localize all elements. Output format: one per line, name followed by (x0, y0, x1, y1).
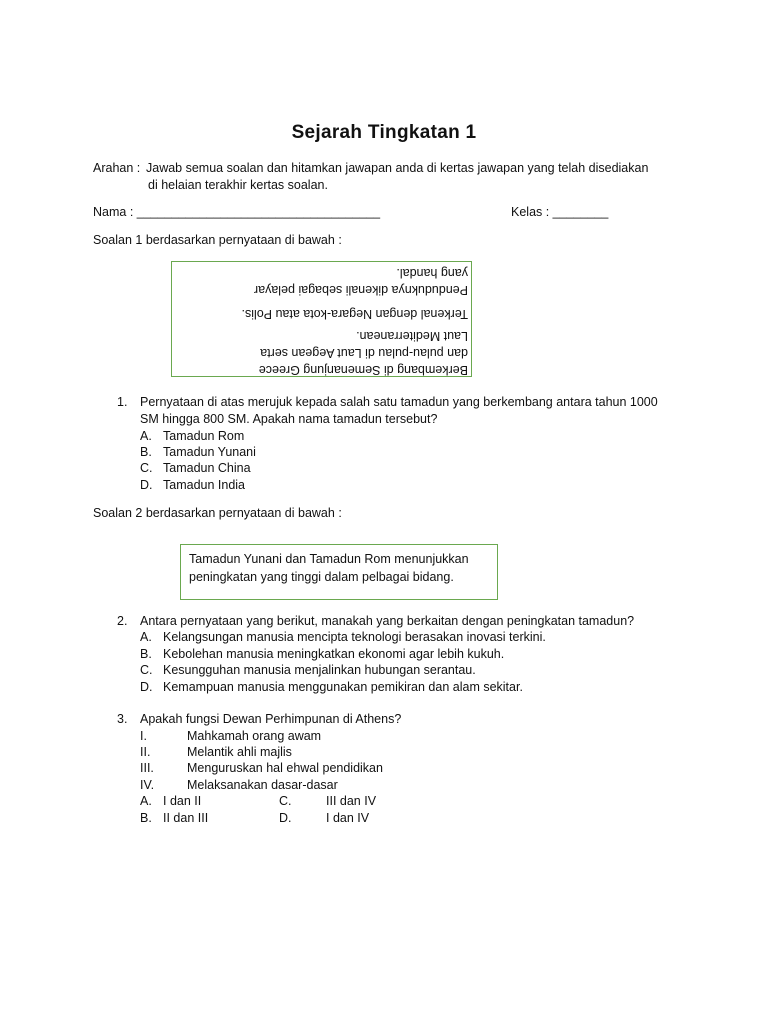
q2-option-a[interactable]: Kelangsungan manusia mencipta teknologi berasakan inovasi terkini. (163, 630, 546, 644)
q1-option-b[interactable]: Tamadun Yunani (163, 445, 256, 459)
q3-text: Apakah fungsi Dewan Perhimpunan di Athens? (140, 712, 402, 726)
instructions-line-1: Jawab semua soalan dan hitamkan jawapan anda di kertas jawapan yang telah disediakan (146, 161, 649, 175)
q3-item-roman: I. (140, 729, 147, 743)
q3-item-roman: IV. (140, 778, 155, 792)
stimulus-2-box (180, 544, 498, 600)
q2-option-letter: B. (140, 647, 152, 661)
q1-option-a[interactable]: Tamadun Rom (163, 429, 245, 443)
q1-option-letter: D. (140, 478, 153, 492)
q2-option-d[interactable]: Kemampuan manusia menggunakan pemikiran dan alam sekitar. (163, 680, 523, 694)
stimulus-1-line: dan pulau-pulau di Laut Aegean serta (260, 346, 468, 360)
q2-text: Antara pernyataan yang berikut, manakah yang berkaitan dengan peningkatan tamadun? (140, 614, 635, 628)
q1-text-line-2: SM hingga 800 SM. Apakah nama tamadun tersebut? (140, 412, 438, 426)
q3-option-letter: A. (140, 794, 152, 808)
stimulus-2-intro: Soalan 2 berdasarkan pernyataan di bawah : (93, 506, 342, 520)
instructions-line-2: di helaian terakhir kertas soalan. (148, 178, 328, 192)
q2-option-letter: A. (140, 630, 152, 644)
stimulus-2-line-2: peningkatan yang tinggi dalam pelbagai bidang. (189, 570, 454, 584)
q2-option-letter: D. (140, 680, 153, 694)
q3-number: 3. (117, 712, 128, 726)
q3-item-iii: Menguruskan hal ehwal pendidikan (187, 761, 383, 775)
q1-option-letter: C. (140, 461, 153, 475)
q2-number: 2. (117, 614, 128, 628)
class-field[interactable]: Kelas : ________ (511, 205, 609, 219)
q2-option-letter: C. (140, 663, 153, 677)
stimulus-2-line-1: Tamadun Yunani dan Tamadun Rom menunjukkan (189, 552, 469, 566)
q1-number: 1. (117, 395, 128, 409)
q3-option-c[interactable]: III dan IV (326, 794, 377, 808)
stimulus-1-intro: Soalan 1 berdasarkan pernyataan di bawah : (93, 233, 342, 247)
q1-option-d[interactable]: Tamadun India (163, 478, 246, 492)
page-title: Sejarah Tingkatan 1 (291, 122, 477, 143)
q3-item-i: Mahkamah orang awam (187, 729, 322, 743)
q1-option-letter: B. (140, 445, 152, 459)
q3-option-b[interactable]: II dan III (163, 811, 209, 825)
stimulus-1-line: Berkembang di Semenanjung Greece (258, 363, 468, 377)
stimulus-1-line: Terkenal dengan Negara-kota atau Polis. (241, 307, 468, 321)
stimulus-1-line: Laut Mediterranean. (356, 329, 468, 343)
q3-item-iv: Melaksanakan dasar-dasar (187, 778, 338, 792)
q1-option-letter: A. (140, 429, 152, 443)
q3-item-ii: Melantik ahli majlis (187, 745, 292, 759)
stimulus-1-rotated-text (172, 262, 471, 376)
q3-option-d[interactable]: I dan IV (326, 811, 370, 825)
q1-text-line-1: Pernyataan di atas merujuk kepada salah satu tamadun yang berkembang antara tahun 1000 (140, 395, 658, 409)
q1-option-c[interactable]: Tamadun China (163, 461, 251, 475)
q3-option-letter: D. (279, 811, 292, 825)
q3-option-letter: B. (140, 811, 152, 825)
q2-option-c[interactable]: Kesungguhan manusia menjalinkan hubungan serantau. (163, 663, 476, 677)
q3-item-roman: III. (140, 761, 154, 775)
q3-option-a[interactable]: I dan II (163, 794, 202, 808)
q3-option-letter: C. (279, 794, 292, 808)
stimulus-1-line: yang handal. (396, 266, 468, 280)
q3-item-roman: II. (140, 745, 151, 759)
name-field[interactable]: Nama : ___________________________________ (93, 205, 381, 219)
q2-option-b[interactable]: Kebolehan manusia meningkatkan ekonomi agar lebih kukuh. (163, 647, 505, 661)
stimulus-1-box (171, 261, 472, 377)
instructions-label: Arahan : (93, 161, 141, 175)
stimulus-1-line: Penduduknya dikenali sebagai pelayar (253, 283, 468, 297)
